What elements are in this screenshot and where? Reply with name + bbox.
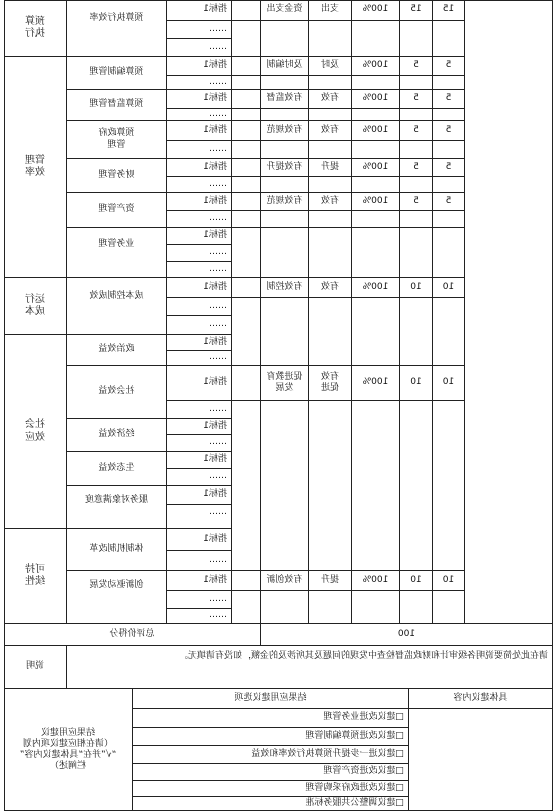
row-score: 5 — [445, 195, 452, 206]
row-weight: 5 — [413, 161, 419, 172]
row-target: 100% — [362, 574, 389, 585]
row-content: 促进教育 发展 — [266, 371, 303, 393]
row-nature: 有效 促进 — [321, 371, 340, 393]
indicator-ellipsis: …… — [209, 300, 227, 311]
level2-economic-eff: 经济效益 — [98, 429, 135, 440]
row-target: 100% — [362, 60, 389, 71]
indicator-ellipsis: …… — [209, 593, 227, 604]
level2-eco-eff: 生态效益 — [98, 462, 135, 473]
level1-budget-exec: 预算 执行 — [25, 15, 45, 39]
row-weight: 10 — [410, 377, 422, 388]
indicator-label: 指标1 — [203, 420, 227, 431]
row-content: 有效创新 — [266, 574, 303, 585]
row-weight: 5 — [413, 195, 419, 206]
suggestion-option-checkbox[interactable]: □建议改进政府采购管理 — [305, 782, 404, 793]
indicator-ellipsis: …… — [209, 263, 227, 274]
level2-budget-prep: 预算编制管理 — [89, 67, 144, 78]
level2-political-eff: 政治效益 — [98, 344, 135, 355]
row-score: 5 — [445, 124, 452, 135]
level1-ops-cost: 运行 成本 — [25, 293, 45, 317]
indicator-label: 指标1 — [203, 574, 227, 585]
indicator-ellipsis: …… — [209, 554, 227, 565]
row-content: 有效规范 — [266, 195, 303, 206]
indicator-label: 指标1 — [203, 124, 227, 135]
level2-innovation: 创新驱动发展 — [89, 580, 144, 591]
level1-sustain: 可持 续性 — [25, 563, 45, 587]
row-score: 15 — [442, 4, 455, 15]
indicator-label: 指标1 — [203, 4, 227, 15]
indicator-label: 指标1 — [203, 60, 227, 71]
suggestion-option-checkbox[interactable]: □建议改进预算编制管理 — [305, 730, 404, 741]
row-score: 10 — [442, 574, 455, 585]
suggestion-option-checkbox[interactable]: □建议改进资产管理 — [323, 766, 404, 777]
row-content: 资金支出 — [266, 4, 303, 15]
indicator-label: 指标1 — [203, 281, 227, 292]
row-weight: 10 — [410, 281, 422, 292]
indicator-ellipsis: …… — [209, 403, 227, 414]
level1-social-eff: 社会 效应 — [25, 419, 45, 443]
level2-cost-control: 成本控制成效 — [89, 290, 144, 301]
indicator-ellipsis: …… — [209, 213, 227, 224]
suggestion-option-checkbox[interactable]: □建议改进业务管理 — [323, 712, 404, 723]
suggestion-content-header: 具体建议内容 — [453, 692, 508, 703]
row-score: 10 — [442, 377, 455, 388]
level2-asset-mgmt: 资产管理 — [98, 204, 135, 215]
level2-budget-supervision: 预算监督管理 — [89, 99, 144, 110]
row-score: 5 — [445, 93, 452, 104]
notes-text: 请在此处简要说明各级审计和财政监督检查中发现的问题及其所涉及的金额，如没有请填无。 — [178, 651, 548, 661]
suggestion-content-field[interactable] — [409, 709, 552, 811]
row-content: 有效控制 — [266, 281, 303, 292]
indicator-ellipsis: …… — [209, 507, 227, 518]
indicator-ellipsis: …… — [209, 143, 227, 154]
indicator-label: 指标1 — [203, 230, 227, 241]
row-score: 5 — [445, 161, 452, 172]
total-score-label: 总评价得分 — [109, 628, 155, 639]
suggestion-label: 结果应用建议 （请在相应建议项内划 “√”并在“具体建议内容” 栏阐述） — [19, 727, 117, 772]
row-nature: 有效 — [321, 124, 340, 135]
level2-business-mgmt: 业务管理 — [98, 238, 135, 249]
row-target: 100% — [362, 124, 389, 135]
indicator-label: 指标1 — [203, 377, 227, 388]
suggestion-option-checkbox[interactable]: □建议进一步提升预算执行效率和效益 — [251, 748, 404, 759]
indicator-ellipsis: …… — [209, 178, 227, 189]
indicator-ellipsis: …… — [209, 76, 227, 87]
row-target: 100% — [362, 195, 389, 206]
row-score: 10 — [442, 281, 455, 292]
row-weight: 5 — [413, 124, 419, 135]
indicator-ellipsis: …… — [209, 319, 227, 330]
row-target: 100% — [362, 93, 389, 104]
indicator-ellipsis: …… — [209, 247, 227, 258]
indicator-ellipsis: …… — [209, 610, 227, 621]
indicator-ellipsis: …… — [209, 352, 227, 363]
indicator-ellipsis: …… — [209, 23, 227, 34]
row-target: 100% — [362, 4, 389, 15]
row-nature: 有效 — [321, 93, 340, 104]
indicator-label: 指标1 — [203, 195, 227, 206]
indicator-label: 指标1 — [203, 93, 227, 104]
indicator-label: 指标1 — [203, 489, 227, 500]
level2-budget-gov-mgmt: 预算政府 管理 — [98, 128, 135, 150]
total-score-value: 100 — [397, 628, 416, 639]
indicator-ellipsis: …… — [209, 41, 227, 52]
level2-finance-mgmt: 财务管理 — [98, 169, 135, 180]
suggestion-options-header: 结果应用建议选项 — [234, 692, 307, 703]
row-target: 100% — [362, 161, 389, 172]
level2-social-benefit: 社会效益 — [98, 386, 135, 397]
row-target: 100% — [362, 377, 389, 388]
row-nature: 提升 — [321, 574, 340, 585]
row-content: 有效提升 — [266, 161, 303, 172]
indicator-label: 指标1 — [203, 454, 227, 465]
row-weight: 10 — [410, 574, 422, 585]
level1-mgmt-eff: 管理 效率 — [25, 154, 45, 178]
row-content: 有效规范 — [266, 124, 303, 135]
row-nature: 有效 — [321, 281, 340, 292]
row-score: 5 — [445, 60, 452, 71]
indicator-ellipsis: …… — [209, 437, 227, 448]
indicator-label: 指标1 — [203, 336, 227, 347]
row-weight: 15 — [410, 4, 422, 15]
row-nature: 支出 — [321, 4, 340, 15]
row-nature: 有效 — [321, 195, 340, 206]
row-nature: 提升 — [321, 161, 340, 172]
level2-satisfaction: 服务对象满意度 — [85, 495, 149, 506]
indicator-ellipsis: …… — [209, 109, 227, 119]
level2-institution: 体制机制改革 — [89, 543, 144, 554]
indicator-label: 指标1 — [203, 533, 227, 544]
row-nature: 及时 — [321, 60, 340, 71]
row-weight: 5 — [413, 60, 419, 71]
indicator-label: 指标1 — [203, 161, 227, 172]
row-content: 及时编制 — [266, 60, 303, 71]
row-weight: 5 — [413, 93, 419, 104]
row-content: 有效监督 — [266, 93, 303, 104]
row-target: 100% — [362, 281, 389, 292]
indicator-ellipsis: …… — [209, 471, 227, 482]
notes-label: 说明 — [26, 661, 45, 672]
level2-budget-exec-rate: 预算执行效率 — [89, 13, 144, 24]
suggestion-option-checkbox[interactable]: □建议调整公共服务标准 — [305, 798, 404, 809]
